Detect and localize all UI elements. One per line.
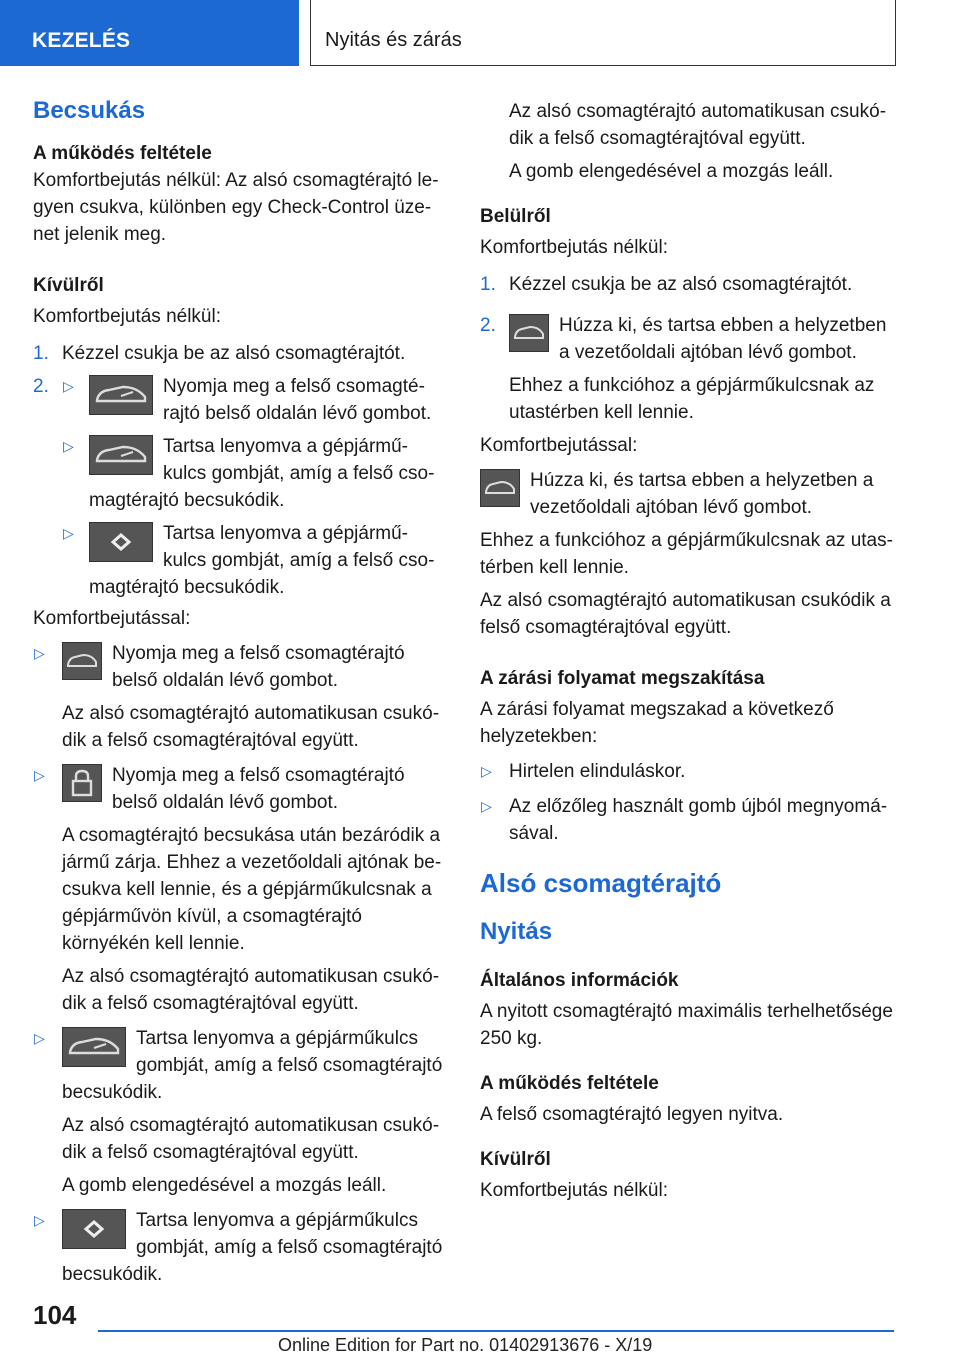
section-tab: KEZELÉS — [0, 0, 299, 66]
note-text: Az alsó csomagtérajtó automatikusan csukódik a felső csomagtérajtóval együtt. — [480, 590, 891, 638]
triangle-bullet-icon: ▷ — [63, 438, 74, 454]
list-text: Tartsa lenyomva a gépjárműkulcs gombját, amíg a felső csomagtérajtó becsukódik. — [89, 523, 435, 598]
step-number: 2. — [33, 376, 49, 397]
trunk-button-icon — [89, 375, 153, 415]
triangle-bullet-icon: ▷ — [481, 798, 492, 814]
left-column — [33, 96, 443, 1288]
no-comfort-label: Komfortbejutás nélkül: — [33, 306, 221, 327]
list-text: Tartsa lenyomva a gépjárműkulcs gombját, amíg a felső csomagtérajtó becsukódik. — [62, 1028, 443, 1103]
step-1 — [33, 340, 443, 367]
note-text: A csomagtérajtó becsukása után bezáródik a jármű zárja. Ehhez a vezetőoldali ajtónak becsukva kell lennie, és a gépjárműkulcsnak a gépjárművön kívül, a csomagtérajtó környékén kell lennie. — [62, 825, 442, 954]
subheading-outside: Kívülről — [480, 1149, 551, 1170]
subheading-general: Általános információk — [480, 970, 679, 991]
list-text: Nyomja meg a felső csomagtérajtó belső oldalán lévő gombot. — [163, 376, 432, 424]
trunk-button-icon — [62, 642, 102, 680]
note-text: Ehhez a funkcióhoz a gépjárműkulcsnak az utastérben kell lennie. — [480, 530, 893, 578]
subheading-outside: Kívülről — [33, 275, 104, 296]
step-1 — [480, 271, 900, 298]
condition-text: Komfortbejutás nélkül: Az alsó csomagtérajtó legyen csukva, különben egy Check-Control üzenet jelenik meg. — [33, 170, 439, 245]
list-item — [33, 1025, 443, 1199]
triangle-bullet-icon: ▷ — [34, 645, 45, 661]
subheading-inside: Belülről — [480, 206, 551, 227]
list-text: Tartsa lenyomva a gépjárműkulcs gombját, amíg a felső csomagtérajtó becsukódik. — [62, 1210, 443, 1285]
footer-divider — [98, 1330, 894, 1332]
chapter-title: Nyitás és zárás — [310, 0, 896, 66]
subheading-condition: A működés feltétele — [33, 143, 212, 164]
footer-edition: Online Edition for Part no. 01402913676 - X/19 — [278, 1335, 653, 1355]
note-text: Ehhez a funkcióhoz a gépjárműkulcsnak az utastérben kell lennie. — [509, 375, 875, 423]
page-header — [0, 0, 960, 66]
list-item — [33, 640, 443, 754]
list-item — [62, 373, 443, 427]
note-text: Az alsó csomagtérajtó automatikusan csukódik a felső csomagtérajtóval együtt. — [62, 966, 440, 1014]
step-text: Kézzel csukja be az alsó csomagtérajtót. — [509, 274, 853, 295]
subheading-condition: A működés feltétele — [480, 1073, 659, 1094]
key-lock-icon — [62, 1209, 126, 1249]
step-number: 1. — [33, 343, 49, 364]
subheading-interrupt: A zárási folyamat megszakítása — [480, 668, 765, 689]
general-text: A nyitott csomagtérajtó maximális terhelhetősége 250 kg. — [480, 1001, 893, 1049]
list-item — [480, 467, 900, 521]
triangle-bullet-icon: ▷ — [34, 1030, 45, 1046]
step-text: Kézzel csukja be az alsó csomagtérajtót. — [62, 343, 406, 364]
triangle-bullet-icon: ▷ — [63, 525, 74, 541]
step-number: 1. — [480, 274, 496, 295]
list-text: Húzza ki, és tartsa ebben a helyzetben a vezetőoldali ajtóban lévő gombot. — [530, 470, 874, 518]
list-text: Tartsa lenyomva a gépjárműkulcs gombját, amíg a felső csomagtérajtó becsukódik. — [89, 436, 435, 511]
page-number: 104 — [33, 1300, 77, 1330]
outside-text: Komfortbejutás nélkül: — [480, 1180, 668, 1201]
heading-lower-tailgate: Alsó csomagtérajtó — [480, 868, 722, 898]
list-item — [62, 520, 443, 601]
list-text: Az előzőleg használt gomb újból megnyomásával. — [509, 796, 888, 844]
triangle-bullet-icon: ▷ — [63, 378, 74, 394]
car-key-trunk-icon — [89, 435, 153, 475]
key-lock-icon — [89, 522, 153, 562]
step-text: Húzza ki, és tartsa ebben a helyzetben a vezetőoldali ajtóban lévő gombot. — [559, 315, 887, 363]
list-item — [33, 762, 443, 1017]
door-button-icon — [480, 469, 520, 507]
lock-icon — [62, 764, 102, 802]
note-text: Az alsó csomagtérajtó automatikusan csukódik a felső csomagtérajtóval együtt. — [509, 101, 887, 149]
with-comfort-label: Komfortbejutással: — [33, 608, 191, 629]
list-text: Nyomja meg a felső csomagtérajtó belső oldalán lévő gombot. — [112, 643, 405, 691]
door-button-icon — [509, 314, 549, 352]
note-text: Az alsó csomagtérajtó automatikusan csukódik a felső csomagtérajtóval együtt. — [62, 1115, 440, 1163]
list-item — [33, 1207, 443, 1288]
condition-text: A felső csomagtérajtó legyen nyitva. — [480, 1104, 784, 1125]
step-number: 2. — [480, 315, 496, 336]
list-text: Nyomja meg a felső csomagtérajtó belső oldalán lévő gombot. — [112, 765, 405, 813]
note-text: A gomb elengedésével a mozgás leáll. — [509, 161, 834, 182]
step-2 — [480, 312, 900, 426]
triangle-bullet-icon: ▷ — [481, 763, 492, 779]
list-text: Hirtelen elinduláskor. — [509, 761, 686, 782]
with-comfort-label: Komfortbejutással: — [480, 435, 638, 456]
step-2 — [33, 373, 443, 601]
triangle-bullet-icon: ▷ — [34, 1212, 45, 1228]
note-text: Az alsó csomagtérajtó automatikusan csukódik a felső csomagtérajtóval együtt. — [62, 703, 440, 751]
list-item — [480, 793, 900, 847]
list-item — [62, 433, 443, 514]
continued-notes — [480, 98, 900, 185]
note-text: A gomb elengedésével a mozgás leáll. — [62, 1175, 387, 1196]
interrupt-text: A zárási folyamat megszakad a következő helyzetekben: — [480, 699, 834, 747]
triangle-bullet-icon: ▷ — [34, 767, 45, 783]
heading-closing: Becsukás — [33, 97, 146, 124]
car-key-trunk-icon — [62, 1027, 126, 1067]
heading-opening: Nyitás — [480, 918, 553, 945]
list-item — [480, 758, 900, 785]
right-column — [480, 98, 900, 1204]
no-comfort-label: Komfortbejutás nélkül: — [480, 237, 668, 258]
